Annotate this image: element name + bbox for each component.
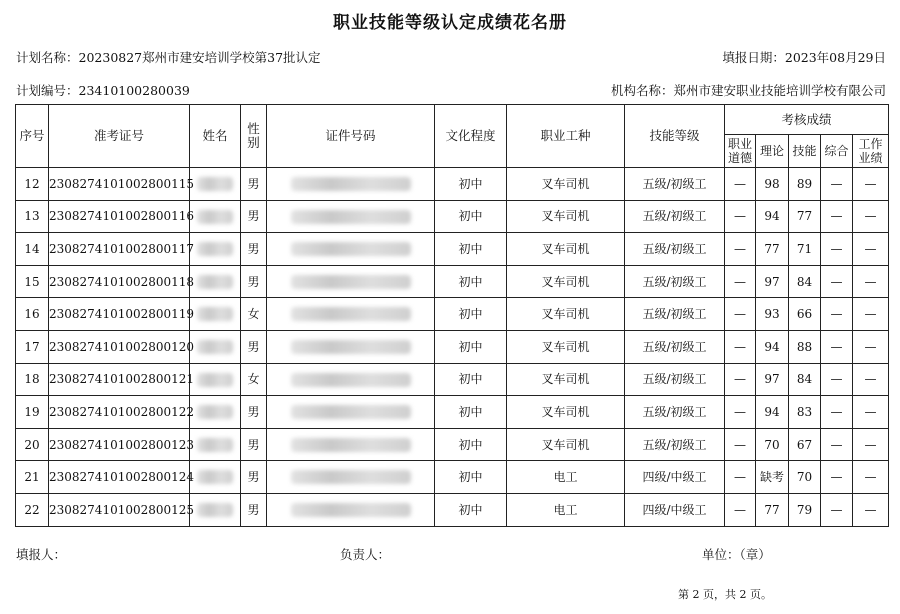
cell-exam-no: 2308274101002800117 bbox=[49, 233, 190, 266]
header-performance bbox=[853, 135, 889, 168]
header-gender-text: 性别 bbox=[247, 121, 260, 150]
redacted-id-blur bbox=[291, 307, 411, 321]
header-occupation: 职业工种 bbox=[507, 105, 625, 168]
cell-performance: — bbox=[853, 461, 889, 494]
cell-skill: 77 bbox=[789, 200, 821, 233]
cell-id-redacted bbox=[267, 363, 435, 396]
header-ethics bbox=[725, 135, 756, 168]
cell-level: 四级/中级工 bbox=[625, 493, 725, 526]
cell-exam-no: 2308274101002800118 bbox=[49, 265, 190, 298]
cell-skill: 88 bbox=[789, 330, 821, 363]
cell-skill: 84 bbox=[789, 363, 821, 396]
cell-ethics: — bbox=[725, 396, 756, 429]
table-row bbox=[16, 200, 889, 233]
cell-occupation: 叉车司机 bbox=[507, 298, 625, 331]
cell-gender: 男 bbox=[241, 330, 267, 363]
footer-unit-seal: 单位：（章） bbox=[702, 547, 771, 562]
cell-overall: — bbox=[821, 330, 853, 363]
table-row bbox=[16, 493, 889, 526]
cell-occupation: 叉车司机 bbox=[507, 428, 625, 461]
organization-value: 郑州市建安职业技能培训学校有限公司 bbox=[673, 83, 886, 98]
cell-gender: 男 bbox=[241, 396, 267, 429]
redacted-name-blur bbox=[197, 340, 233, 354]
cell-id-redacted bbox=[267, 396, 435, 429]
cell-overall: — bbox=[821, 265, 853, 298]
plan-number-line bbox=[16, 81, 190, 99]
redacted-name-blur bbox=[197, 503, 233, 517]
cell-level: 五级/初级工 bbox=[625, 298, 725, 331]
cell-occupation: 叉车司机 bbox=[507, 233, 625, 266]
header-ethics-text: 职业道德 bbox=[727, 137, 752, 165]
cell-level: 五级/初级工 bbox=[625, 396, 725, 429]
cell-name-redacted bbox=[190, 200, 241, 233]
cell-name-redacted bbox=[190, 363, 241, 396]
cell-gender: 男 bbox=[241, 428, 267, 461]
redacted-name-blur bbox=[197, 275, 233, 289]
cell-name-redacted bbox=[190, 233, 241, 266]
cell-theory: 70 bbox=[756, 428, 789, 461]
redacted-name-blur bbox=[197, 373, 233, 387]
cell-level: 五级/初级工 bbox=[625, 233, 725, 266]
cell-performance: — bbox=[853, 493, 889, 526]
organization-line bbox=[611, 81, 886, 99]
cell-exam-no: 2308274101002800124 bbox=[49, 461, 190, 494]
cell-education: 初中 bbox=[435, 298, 507, 331]
cell-ethics: — bbox=[725, 168, 756, 201]
cell-ethics: — bbox=[725, 428, 756, 461]
cell-level: 五级/初级工 bbox=[625, 428, 725, 461]
cell-performance: — bbox=[853, 200, 889, 233]
cell-ethics: — bbox=[725, 298, 756, 331]
cell-education: 初中 bbox=[435, 200, 507, 233]
cell-occupation: 叉车司机 bbox=[507, 200, 625, 233]
header-education: 文化程度 bbox=[435, 105, 507, 168]
cell-ethics: — bbox=[725, 461, 756, 494]
document-title: 职业技能等级认定成绩花名册 bbox=[333, 13, 567, 33]
score-roster-table bbox=[15, 104, 889, 527]
cell-overall: — bbox=[821, 168, 853, 201]
header-id-no: 证件号码 bbox=[267, 105, 435, 168]
cell-name-redacted bbox=[190, 396, 241, 429]
header-overall: 综合 bbox=[821, 135, 853, 168]
plan-number-value: 23410100280039 bbox=[78, 83, 190, 98]
redacted-id-blur bbox=[291, 503, 411, 517]
cell-theory: 97 bbox=[756, 265, 789, 298]
cell-gender: 男 bbox=[241, 461, 267, 494]
cell-theory: 93 bbox=[756, 298, 789, 331]
cell-education: 初中 bbox=[435, 168, 507, 201]
table-row bbox=[16, 396, 889, 429]
cell-skill: 71 bbox=[789, 233, 821, 266]
cell-skill: 79 bbox=[789, 493, 821, 526]
cell-level: 五级/初级工 bbox=[625, 200, 725, 233]
cell-seq: 13 bbox=[16, 200, 49, 233]
table-row bbox=[16, 461, 889, 494]
header-theory: 理论 bbox=[756, 135, 789, 168]
cell-education: 初中 bbox=[435, 233, 507, 266]
cell-performance: — bbox=[853, 428, 889, 461]
cell-theory: 97 bbox=[756, 363, 789, 396]
cell-occupation: 叉车司机 bbox=[507, 396, 625, 429]
plan-number-label: 计划编号： bbox=[16, 83, 79, 98]
table-row bbox=[16, 428, 889, 461]
plan-name-label: 计划名称： bbox=[16, 50, 79, 65]
table-row bbox=[16, 233, 889, 266]
cell-gender: 男 bbox=[241, 493, 267, 526]
cell-theory: 94 bbox=[756, 200, 789, 233]
cell-overall: — bbox=[821, 396, 853, 429]
cell-id-redacted bbox=[267, 330, 435, 363]
cell-skill: 66 bbox=[789, 298, 821, 331]
redacted-id-blur bbox=[291, 210, 411, 224]
cell-overall: — bbox=[821, 298, 853, 331]
table-row bbox=[16, 265, 889, 298]
cell-ethics: — bbox=[725, 200, 756, 233]
cell-performance: — bbox=[853, 233, 889, 266]
cell-theory: 77 bbox=[756, 493, 789, 526]
cell-level: 五级/初级工 bbox=[625, 265, 725, 298]
cell-occupation: 电工 bbox=[507, 461, 625, 494]
redacted-id-blur bbox=[291, 373, 411, 387]
cell-level: 五级/初级工 bbox=[625, 330, 725, 363]
cell-seq: 18 bbox=[16, 363, 49, 396]
cell-gender: 女 bbox=[241, 298, 267, 331]
redacted-name-blur bbox=[197, 177, 233, 191]
cell-skill: 67 bbox=[789, 428, 821, 461]
cell-theory: 98 bbox=[756, 168, 789, 201]
header-exam-no: 准考证号 bbox=[49, 105, 190, 168]
table-body bbox=[16, 168, 889, 527]
cell-id-redacted bbox=[267, 298, 435, 331]
cell-occupation: 叉车司机 bbox=[507, 363, 625, 396]
cell-theory: 77 bbox=[756, 233, 789, 266]
cell-gender: 男 bbox=[241, 200, 267, 233]
cell-occupation: 电工 bbox=[507, 493, 625, 526]
cell-skill: 89 bbox=[789, 168, 821, 201]
redacted-name-blur bbox=[197, 438, 233, 452]
footer-responsible: 负责人： bbox=[340, 547, 391, 562]
cell-theory: 94 bbox=[756, 396, 789, 429]
cell-education: 初中 bbox=[435, 396, 507, 429]
cell-id-redacted bbox=[267, 168, 435, 201]
header-name: 姓名 bbox=[190, 105, 241, 168]
header-skill: 技能 bbox=[789, 135, 821, 168]
report-date-value: 2023年08月29日 bbox=[784, 50, 886, 65]
cell-id-redacted bbox=[267, 428, 435, 461]
redacted-name-blur bbox=[197, 470, 233, 484]
table-row bbox=[16, 363, 889, 396]
cell-seq: 17 bbox=[16, 330, 49, 363]
cell-exam-no: 2308274101002800115 bbox=[49, 168, 190, 201]
cell-seq: 14 bbox=[16, 233, 49, 266]
plan-name-line bbox=[16, 48, 321, 66]
header-level: 技能等级 bbox=[625, 105, 725, 168]
cell-name-redacted bbox=[190, 265, 241, 298]
cell-education: 初中 bbox=[435, 461, 507, 494]
redacted-id-blur bbox=[291, 275, 411, 289]
cell-name-redacted bbox=[190, 493, 241, 526]
cell-seq: 12 bbox=[16, 168, 49, 201]
header-scores-group: 考核成绩 bbox=[725, 105, 889, 135]
cell-occupation: 叉车司机 bbox=[507, 168, 625, 201]
cell-skill: 84 bbox=[789, 265, 821, 298]
cell-id-redacted bbox=[267, 493, 435, 526]
cell-performance: — bbox=[853, 330, 889, 363]
cell-exam-no: 2308274101002800125 bbox=[49, 493, 190, 526]
cell-performance: — bbox=[853, 298, 889, 331]
cell-level: 四级/中级工 bbox=[625, 461, 725, 494]
cell-performance: — bbox=[853, 363, 889, 396]
cell-ethics: — bbox=[725, 233, 756, 266]
cell-performance: — bbox=[853, 265, 889, 298]
cell-performance: — bbox=[853, 396, 889, 429]
redacted-id-blur bbox=[291, 340, 411, 354]
footer-reporter: 填报人： bbox=[16, 547, 67, 562]
redacted-id-blur bbox=[291, 438, 411, 452]
cell-seq: 15 bbox=[16, 265, 49, 298]
cell-gender: 男 bbox=[241, 265, 267, 298]
redacted-id-blur bbox=[291, 405, 411, 419]
cell-gender: 男 bbox=[241, 233, 267, 266]
cell-exam-no: 2308274101002800121 bbox=[49, 363, 190, 396]
report-date-line bbox=[722, 48, 886, 66]
organization-label: 机构名称： bbox=[610, 83, 674, 98]
cell-overall: — bbox=[821, 233, 853, 266]
cell-overall: — bbox=[821, 461, 853, 494]
report-date-label: 填报日期： bbox=[722, 50, 785, 65]
cell-exam-no: 2308274101002800120 bbox=[49, 330, 190, 363]
plan-name-value: 20230827郑州市建安培训学校第37批认定 bbox=[78, 50, 321, 65]
cell-level: 五级/初级工 bbox=[625, 168, 725, 201]
cell-occupation: 叉车司机 bbox=[507, 330, 625, 363]
redacted-id-blur bbox=[291, 470, 411, 484]
cell-id-redacted bbox=[267, 200, 435, 233]
header-performance-text: 工作业绩 bbox=[858, 137, 883, 165]
cell-exam-no: 2308274101002800122 bbox=[49, 396, 190, 429]
cell-seq: 22 bbox=[16, 493, 49, 526]
table-row bbox=[16, 168, 889, 201]
cell-ethics: — bbox=[725, 330, 756, 363]
cell-seq: 20 bbox=[16, 428, 49, 461]
header-gender bbox=[241, 105, 267, 168]
cell-ethics: — bbox=[725, 265, 756, 298]
redacted-name-blur bbox=[197, 307, 233, 321]
redacted-name-blur bbox=[197, 405, 233, 419]
header-seq: 序号 bbox=[16, 105, 49, 168]
cell-education: 初中 bbox=[435, 330, 507, 363]
cell-overall: — bbox=[821, 428, 853, 461]
cell-education: 初中 bbox=[435, 363, 507, 396]
redacted-id-blur bbox=[291, 242, 411, 256]
cell-ethics: — bbox=[725, 363, 756, 396]
cell-theory: 缺考 bbox=[756, 461, 789, 494]
cell-theory: 94 bbox=[756, 330, 789, 363]
cell-name-redacted bbox=[190, 461, 241, 494]
cell-id-redacted bbox=[267, 265, 435, 298]
cell-id-redacted bbox=[267, 461, 435, 494]
cell-gender: 男 bbox=[241, 168, 267, 201]
table-row bbox=[16, 298, 889, 331]
cell-education: 初中 bbox=[435, 265, 507, 298]
cell-skill: 83 bbox=[789, 396, 821, 429]
cell-overall: — bbox=[821, 200, 853, 233]
cell-seq: 16 bbox=[16, 298, 49, 331]
cell-occupation: 叉车司机 bbox=[507, 265, 625, 298]
cell-exam-no: 2308274101002800123 bbox=[49, 428, 190, 461]
cell-gender: 女 bbox=[241, 363, 267, 396]
redacted-name-blur bbox=[197, 210, 233, 224]
cell-exam-no: 2308274101002800119 bbox=[49, 298, 190, 331]
cell-id-redacted bbox=[267, 233, 435, 266]
page-number: 第 2 页，共 2 页。 bbox=[678, 588, 772, 601]
cell-seq: 21 bbox=[16, 461, 49, 494]
cell-seq: 19 bbox=[16, 396, 49, 429]
cell-education: 初中 bbox=[435, 428, 507, 461]
table-row bbox=[16, 330, 889, 363]
cell-performance: — bbox=[853, 168, 889, 201]
cell-ethics: — bbox=[725, 493, 756, 526]
cell-name-redacted bbox=[190, 428, 241, 461]
cell-skill: 70 bbox=[789, 461, 821, 494]
cell-exam-no: 2308274101002800116 bbox=[49, 200, 190, 233]
cell-name-redacted bbox=[190, 298, 241, 331]
cell-education: 初中 bbox=[435, 493, 507, 526]
redacted-id-blur bbox=[291, 177, 411, 191]
cell-name-redacted bbox=[190, 330, 241, 363]
cell-overall: — bbox=[821, 363, 853, 396]
redacted-name-blur bbox=[197, 242, 233, 256]
cell-name-redacted bbox=[190, 168, 241, 201]
cell-level: 五级/初级工 bbox=[625, 363, 725, 396]
cell-overall: — bbox=[821, 493, 853, 526]
